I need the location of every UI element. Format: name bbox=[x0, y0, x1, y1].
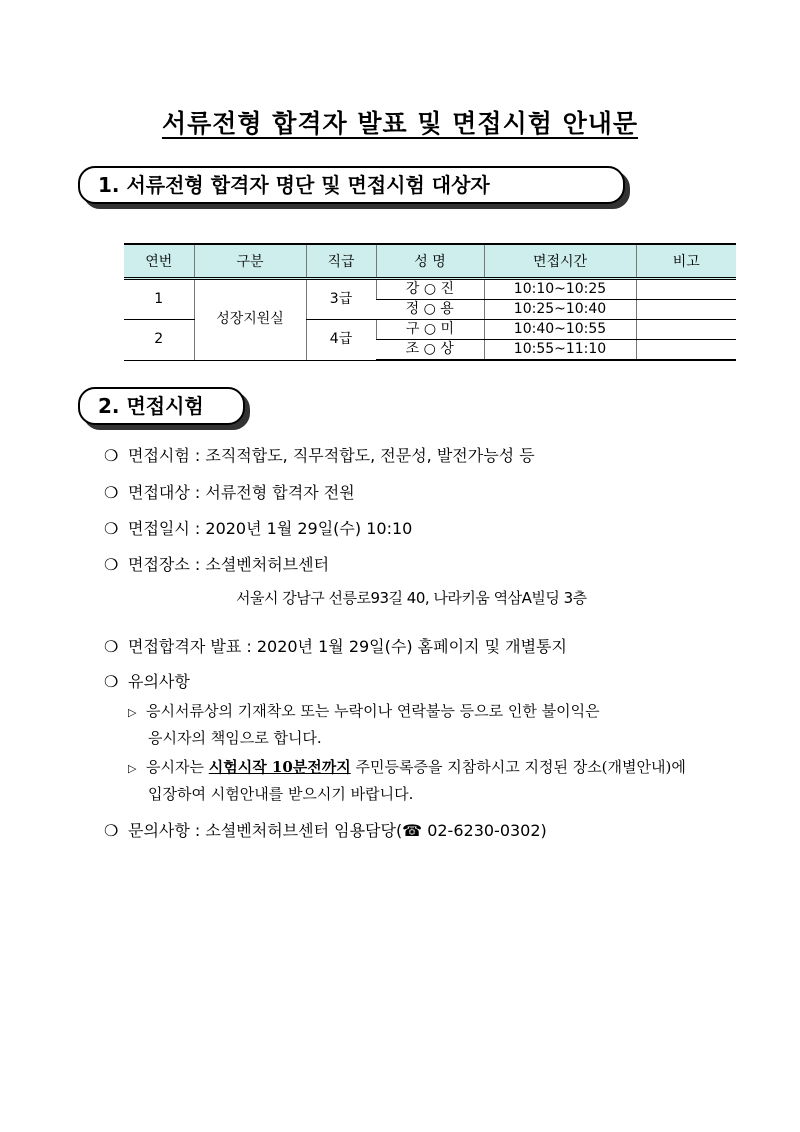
note-emphasis: 시험시작 10분전까지 bbox=[208, 758, 351, 776]
triangle-icon: ▷ bbox=[128, 762, 137, 775]
note-2-continued: 입장하여 시험안내를 받으시기 바랍니다. bbox=[148, 785, 414, 803]
note-text: 주민등록증을 지참하시고 지정된 장소(개별안내)에 bbox=[350, 758, 686, 776]
page-title-text: 서류전형 합격자 발표 및 면접시험 안내문 bbox=[161, 109, 639, 138]
bullet-icon: ❍ bbox=[104, 821, 119, 840]
cell-time: 10:55~11:10 bbox=[484, 340, 636, 361]
list-item-contact bbox=[104, 818, 547, 841]
header-time: 면접시간 bbox=[484, 244, 636, 279]
cell-time: 10:25~10:40 bbox=[484, 300, 636, 320]
bullet-icon: ❍ bbox=[104, 555, 119, 574]
section-1-heading: 1. 서류전형 합격자 명단 및 면접시험 대상자 bbox=[78, 166, 625, 204]
item-text: 문의사항 : 소셜벤처허브센터 임용담당(☎ 02-6230-0302) bbox=[128, 821, 547, 840]
cell-note bbox=[636, 279, 736, 300]
cell-note bbox=[636, 300, 736, 320]
bullet-icon: ❍ bbox=[104, 519, 119, 538]
list-item-target bbox=[104, 480, 355, 503]
item-text: 면접일시 : 2020년 1월 29일(수) 10:10 bbox=[128, 519, 413, 538]
list-item-announce bbox=[104, 634, 567, 657]
cell-time: 10:40~10:55 bbox=[484, 320, 636, 340]
cell-name: 구 ○ 미 bbox=[376, 320, 484, 340]
cell-note bbox=[636, 320, 736, 340]
item-text: 면접합격자 발표 : 2020년 1월 29일(수) 홈페이지 및 개별통지 bbox=[128, 637, 567, 656]
bullet-icon: ❍ bbox=[104, 446, 119, 465]
bullet-icon: ❍ bbox=[104, 483, 119, 502]
table-header-row bbox=[124, 244, 736, 279]
venue-address: 서울시 강남구 선릉로93길 40, 나라키움 역삼A빌딩 3층 bbox=[236, 589, 587, 607]
list-item-notes bbox=[104, 669, 190, 692]
bullet-icon: ❍ bbox=[104, 637, 119, 656]
item-text: 면접장소 : 소셜벤처허브센터 bbox=[128, 555, 330, 574]
cell-name: 조 ○ 상 bbox=[376, 340, 484, 361]
header-no: 연번 bbox=[124, 244, 194, 279]
cell-no: 2 bbox=[124, 320, 194, 361]
note-2 bbox=[128, 756, 686, 777]
note-text: 응시자는 bbox=[146, 758, 209, 776]
cell-name: 정 ○ 용 bbox=[376, 300, 484, 320]
cell-note bbox=[636, 340, 736, 361]
list-item-subject bbox=[104, 443, 535, 466]
list-item-place bbox=[104, 552, 329, 575]
section-2-heading: 2. 면접시험 bbox=[78, 387, 245, 425]
item-text: 면접대상 : 서류전형 합격자 전원 bbox=[128, 483, 355, 502]
cell-name: 강 ○ 진 bbox=[376, 279, 484, 300]
list-item-date bbox=[104, 516, 412, 539]
header-grade: 직급 bbox=[306, 244, 376, 279]
item-text: 면접시험 : 조직적합도, 직무적합도, 전문성, 발전가능성 등 bbox=[128, 446, 535, 465]
header-dept: 구분 bbox=[194, 244, 306, 279]
header-name: 성 명 bbox=[376, 244, 484, 279]
note-1-continued: 응시자의 책임으로 합니다. bbox=[148, 729, 322, 747]
cell-dept: 성장지원실 bbox=[194, 279, 306, 361]
table-row bbox=[124, 279, 736, 300]
cell-grade: 4급 bbox=[306, 320, 376, 361]
cell-no: 1 bbox=[124, 279, 194, 320]
header-note: 비고 bbox=[636, 244, 736, 279]
candidate-table bbox=[124, 243, 736, 361]
cell-time: 10:10~10:25 bbox=[484, 279, 636, 300]
note-text: 응시서류상의 기재착오 또는 누락이나 연락불능 등으로 인한 불이익은 bbox=[146, 702, 600, 720]
cell-grade: 3급 bbox=[306, 279, 376, 320]
item-text: 유의사항 bbox=[128, 672, 190, 691]
page-title bbox=[0, 104, 800, 140]
note-1 bbox=[128, 700, 600, 721]
triangle-icon: ▷ bbox=[128, 706, 137, 719]
bullet-icon: ❍ bbox=[104, 672, 119, 691]
